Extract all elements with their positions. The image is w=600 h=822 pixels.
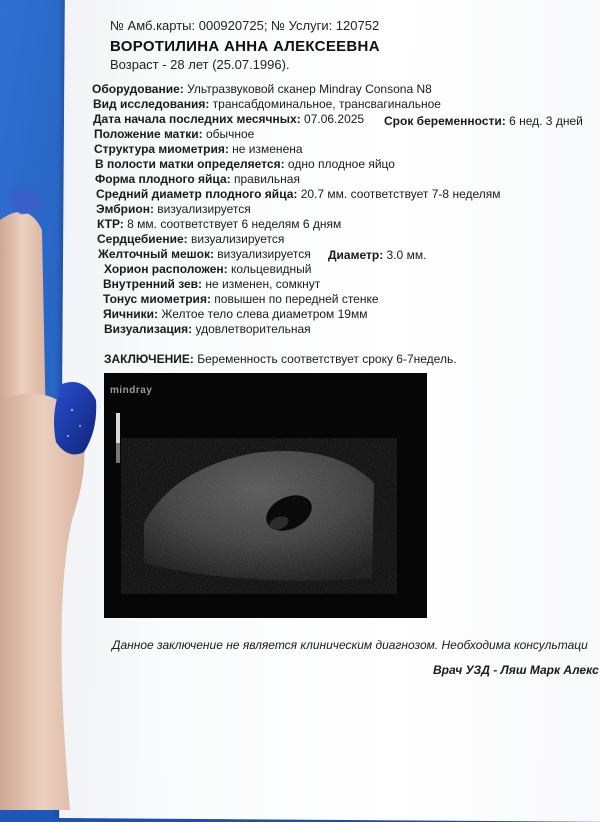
field-row-visualization xyxy=(104,322,311,336)
field-row-sac-shape xyxy=(95,172,300,186)
field-label: Визуализация: xyxy=(104,322,193,336)
field-row-uterine-cavity xyxy=(95,157,395,171)
field-value: удовлетворительная xyxy=(195,322,311,336)
field-label: КТР: xyxy=(97,217,124,231)
field-row-crl xyxy=(97,217,341,231)
field-row-yolk-sac xyxy=(98,247,311,261)
field-value: повышен по передней стенке xyxy=(214,292,379,306)
field-label: В полости матки определяется: xyxy=(95,157,285,171)
field-row-sac-diameter xyxy=(96,187,501,201)
field-row-myometrium xyxy=(94,142,303,156)
field-value: не изменена xyxy=(232,142,303,156)
diameter-label: Диаметр: xyxy=(328,248,384,262)
conclusion-line xyxy=(104,352,457,366)
field-row-lmp-date xyxy=(93,112,364,126)
doctor-signature-line: Врач УЗД - Ляш Марк Алекс xyxy=(433,663,599,677)
field-label: Желточный мешок: xyxy=(98,247,214,261)
ultrasound-scan-graphic xyxy=(104,373,427,618)
field-row-internal-os xyxy=(103,277,320,291)
field-label: Яичники: xyxy=(103,307,158,321)
field-value: не изменен, сомкнут xyxy=(205,277,321,291)
patient-age: Возраст - 28 лет (25.07.1996). xyxy=(110,57,290,72)
field-value: правильная xyxy=(233,172,300,186)
term-value: 6 нед. 3 дней xyxy=(509,114,583,128)
field-value: визуализируется xyxy=(190,232,285,246)
field-value: обычное xyxy=(205,127,255,141)
field-label: Внутренний зев: xyxy=(103,277,203,291)
ultrasound-brand-logo: mindray xyxy=(110,385,153,396)
field-label: Сердцебиение: xyxy=(97,232,188,246)
card-number-line: № Амб.карты: 000920725; № Услуги: 120752 xyxy=(110,18,380,33)
field-row-term xyxy=(384,114,583,128)
field-label: Эмбрион: xyxy=(96,202,154,216)
field-row-uterus-position xyxy=(94,127,254,141)
field-row-heartbeat xyxy=(97,232,284,246)
field-label: Вид исследования: xyxy=(93,97,210,111)
field-value: визуализируется xyxy=(157,202,251,216)
field-label: Положение матки: xyxy=(94,127,203,141)
field-row-yolk-diameter xyxy=(328,248,426,262)
field-label: Тонус миометрия: xyxy=(103,292,211,306)
field-label: Дата начала последних месячных: xyxy=(93,112,301,126)
field-value: одно плодное яйцо xyxy=(287,157,395,171)
field-value: 07.06.2025 xyxy=(304,112,365,126)
ultrasound-image xyxy=(104,373,427,618)
field-value: трансабдоминальное, трансвагинальное xyxy=(212,97,441,111)
field-value: визуализируется xyxy=(217,247,311,261)
conclusion-value: Беременность соответствует сроку 6-7недель. xyxy=(197,352,457,366)
conclusion-label: ЗАКЛЮЧЕНИЕ: xyxy=(104,352,194,366)
field-label: Структура миометрия: xyxy=(94,142,229,156)
field-label: Средний диаметр плодного яйца: xyxy=(96,187,298,201)
field-label: Оборудование: xyxy=(92,82,184,96)
term-label: Срок беременности: xyxy=(384,114,506,128)
field-value: Ультразвуковой сканер Mindray Consona N8 xyxy=(187,82,432,96)
field-value: 20.7 мм. соответствует 7-8 неделям xyxy=(300,187,501,201)
field-row-ovaries xyxy=(103,307,367,321)
field-value: кольцевидный xyxy=(231,262,312,276)
field-row-tone xyxy=(103,292,379,306)
patient-name: ВОРОТИЛИНА АННА АЛЕКСЕЕВНА xyxy=(110,38,380,55)
field-row-exam-type xyxy=(93,97,441,111)
field-row-embryo xyxy=(96,202,251,216)
field-row-equipment xyxy=(92,82,432,96)
field-value: 8 мм. соответствует 6 неделям 6 дням xyxy=(127,217,342,231)
field-row-chorion xyxy=(104,262,312,276)
field-value: Желтое тело слева диаметром 19мм xyxy=(161,307,368,321)
diameter-value: 3.0 мм. xyxy=(386,248,427,262)
field-label: Хорион расположен: xyxy=(104,262,228,276)
field-label: Форма плодного яйца: xyxy=(95,172,231,186)
disclaimer-text: Данное заключение не является клиническим диагнозом. Необходима консультаци xyxy=(112,638,588,652)
